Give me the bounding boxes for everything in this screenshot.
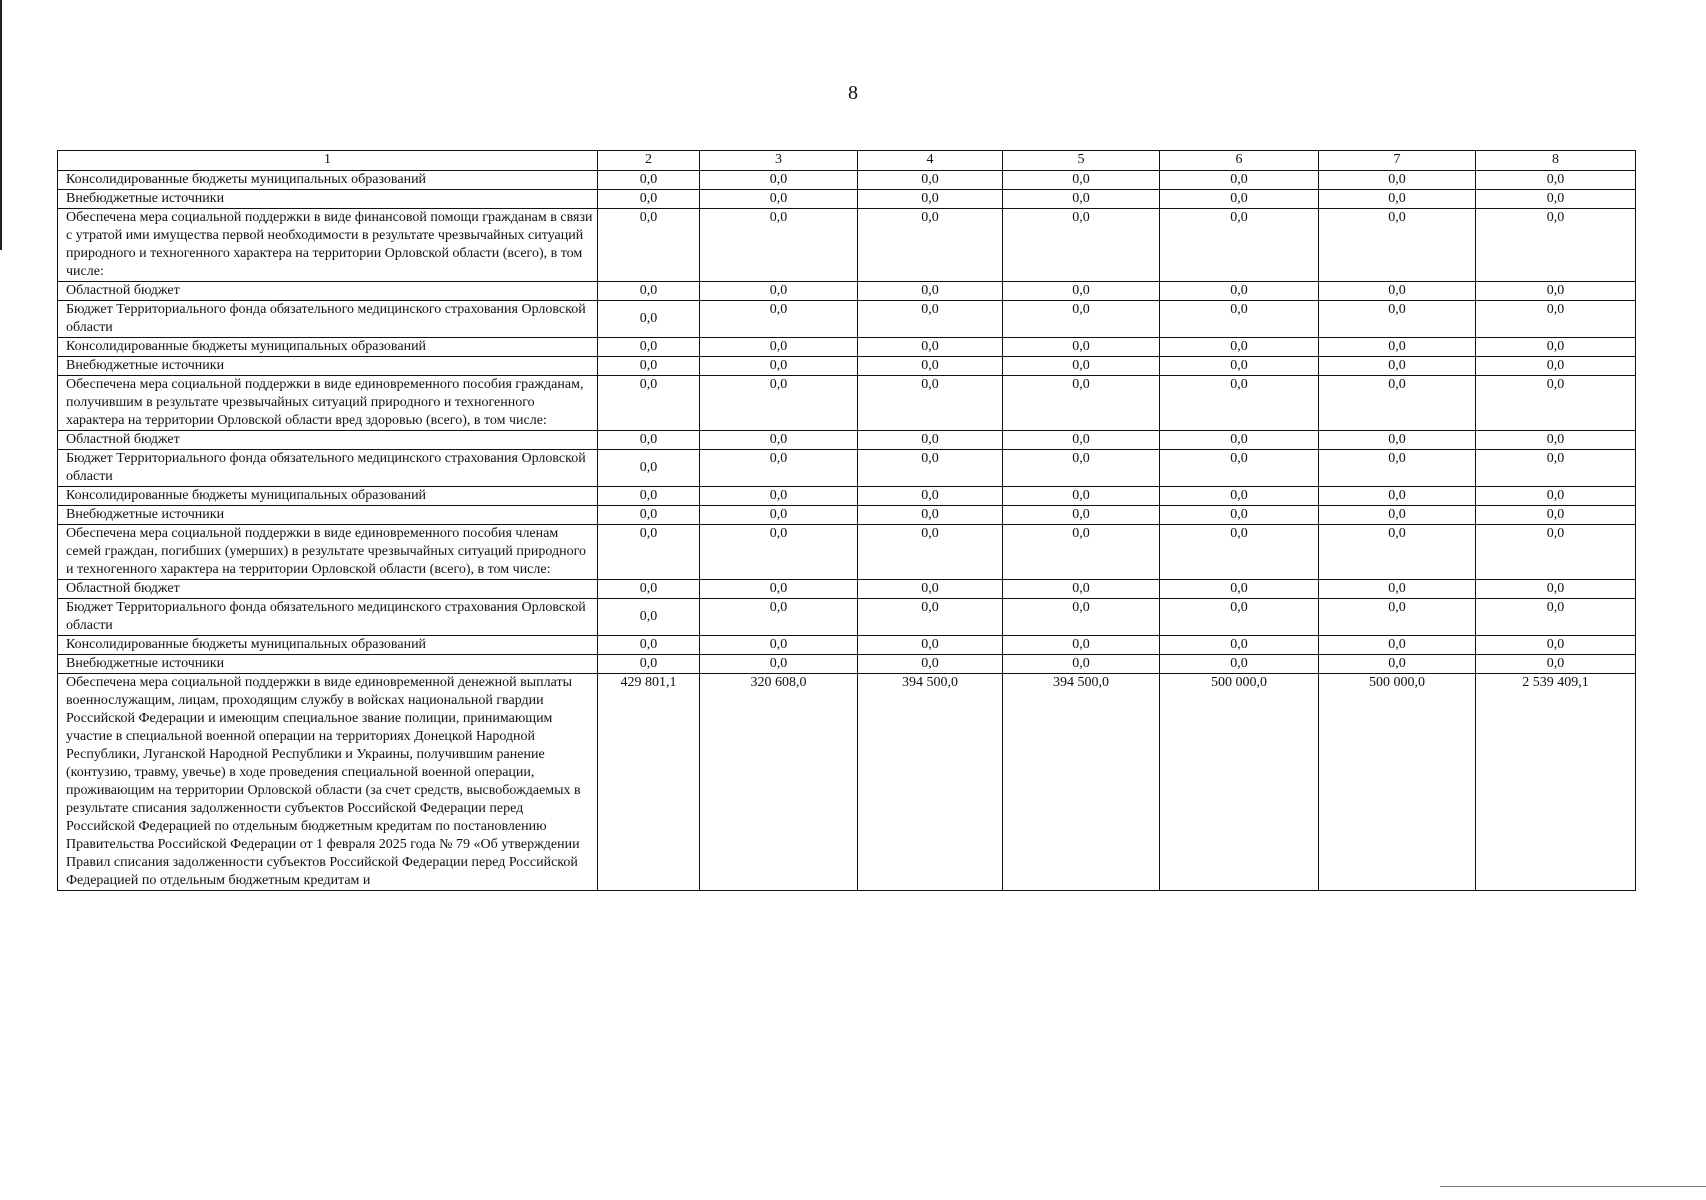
value-cell: 0,0: [858, 190, 1003, 209]
value-cell: 0,0: [858, 525, 1003, 580]
value-cell: 0,0: [1160, 190, 1319, 209]
value-cell: 0,0: [598, 376, 700, 431]
value-cell: 0,0: [1476, 599, 1636, 636]
row-label: Внебюджетные источники: [58, 655, 598, 674]
value-cell: 0,0: [1003, 301, 1160, 338]
value-cell: 0,0: [1003, 580, 1160, 599]
value-cell: 0,0: [1319, 599, 1476, 636]
row-label: Обеспечена мера социальной поддержки в виде единовременного пособия членам семей граждан, погибших (умерших) в результате чрезвычайных ситуаций природного и техногенного характера на территории Орловской области (всего), в том числе:: [58, 525, 598, 580]
value-cell: 0,0: [1319, 376, 1476, 431]
page-number: 8: [848, 82, 858, 104]
value-cell: 0,0: [858, 431, 1003, 450]
value-cell: 0,0: [1160, 487, 1319, 506]
row-label: Областной бюджет: [58, 580, 598, 599]
value-cell: 0,0: [1476, 357, 1636, 376]
value-cell: 500 000,0: [1160, 674, 1319, 891]
value-cell: 0,0: [1160, 450, 1319, 487]
table-row: [58, 190, 1636, 209]
value-cell: 0,0: [1319, 190, 1476, 209]
value-cell: 0,0: [1003, 209, 1160, 282]
value-cell: 0,0: [858, 450, 1003, 487]
value-cell: 394 500,0: [1003, 674, 1160, 891]
row-label: Консолидированные бюджеты муниципальных образований: [58, 636, 598, 655]
value-cell: 0,0: [858, 376, 1003, 431]
row-label: Обеспечена мера социальной поддержки в виде единовременного пособия гражданам, получившим в результате чрезвычайных ситуаций природного и техногенного характера на территории Орловской области вред здоровью (всего), в том числе:: [58, 376, 598, 431]
table-row: [58, 580, 1636, 599]
row-label: Обеспечена мера социальной поддержки в виде единовременной денежной выплаты военнослужащим, лицам, проходящим службу в войсках национальной гвардии Российской Федерации и имеющим специальное звание полиции, принимающим участие в специальной военной операции на территориях Донецкой Народной Республики, Луганской Народной Республики и Украины, получившим ранение (контузию, травму, увечье) в ходе проведения специальной военной операции, проживающим на территории Орловской области (за счет средств, высвобождаемых в результате списания задолженности субъектов Российской Федерации перед Российской Федерацией по отдельным бюджетным кредитам по постановлению Правительства Российской Федерации от 1 февраля 2025 года № 79 «Об утверждении Правил списания задолженности субъектов Российской Федерации перед Российской Федерацией по отдельным бюджетным кредитам и: [58, 674, 598, 891]
value-cell: 0,0: [1160, 376, 1319, 431]
value-cell: 0,0: [1476, 636, 1636, 655]
value-cell: 394 500,0: [858, 674, 1003, 891]
value-cell: 0,0: [1319, 487, 1476, 506]
value-cell: 0,0: [598, 450, 700, 487]
value-cell: 0,0: [1476, 282, 1636, 301]
value-cell: 0,0: [598, 171, 700, 190]
value-cell: 0,0: [1319, 525, 1476, 580]
table-row: [58, 674, 1636, 891]
value-cell: 0,0: [858, 655, 1003, 674]
value-cell: 0,0: [1160, 301, 1319, 338]
value-cell: 0,0: [1476, 580, 1636, 599]
scan-artifact-line: [1440, 1186, 1706, 1187]
table-row: [58, 599, 1636, 636]
value-cell: 0,0: [858, 301, 1003, 338]
value-cell: 0,0: [1003, 450, 1160, 487]
value-cell: 0,0: [858, 282, 1003, 301]
value-cell: 0,0: [1319, 301, 1476, 338]
value-cell: 0,0: [700, 357, 858, 376]
value-cell: 0,0: [1160, 282, 1319, 301]
value-cell: 0,0: [598, 636, 700, 655]
table-row: [58, 376, 1636, 431]
value-cell: 0,0: [1160, 357, 1319, 376]
value-cell: 0,0: [598, 190, 700, 209]
value-cell: 0,0: [598, 282, 700, 301]
value-cell: 0,0: [1476, 525, 1636, 580]
value-cell: 0,0: [598, 357, 700, 376]
value-cell: 0,0: [1319, 171, 1476, 190]
header-cell: 2: [598, 151, 700, 171]
value-cell: 0,0: [700, 338, 858, 357]
row-label: Внебюджетные источники: [58, 506, 598, 525]
value-cell: 0,0: [1476, 190, 1636, 209]
table-row: [58, 655, 1636, 674]
value-cell: 0,0: [1160, 506, 1319, 525]
value-cell: 0,0: [1003, 506, 1160, 525]
table-row: [58, 301, 1636, 338]
value-cell: 0,0: [858, 599, 1003, 636]
value-cell: 0,0: [598, 431, 700, 450]
value-cell: 0,0: [1319, 580, 1476, 599]
value-cell: 0,0: [700, 209, 858, 282]
row-label: Областной бюджет: [58, 431, 598, 450]
value-cell: 0,0: [598, 301, 700, 338]
value-cell: 0,0: [1476, 301, 1636, 338]
table-row: [58, 506, 1636, 525]
value-cell: 0,0: [1003, 357, 1160, 376]
table-body: [58, 151, 1636, 891]
value-cell: 0,0: [1476, 338, 1636, 357]
value-cell: 0,0: [1160, 525, 1319, 580]
row-label: Консолидированные бюджеты муниципальных образований: [58, 338, 598, 357]
value-cell: 0,0: [1476, 655, 1636, 674]
table-row: [58, 636, 1636, 655]
value-cell: 0,0: [1160, 338, 1319, 357]
value-cell: 0,0: [1003, 525, 1160, 580]
value-cell: 0,0: [1003, 431, 1160, 450]
value-cell: 0,0: [1003, 655, 1160, 674]
value-cell: 0,0: [598, 506, 700, 525]
value-cell: 0,0: [858, 580, 1003, 599]
scan-page-edge: [0, 0, 2, 250]
header-cell: 1: [58, 151, 598, 171]
table-row: [58, 487, 1636, 506]
value-cell: 0,0: [1476, 209, 1636, 282]
row-label: Обеспечена мера социальной поддержки в виде финансовой помощи гражданам в связи с утратой ими имущества первой необходимости в результате чрезвычайных ситуаций природного и техногенного характера на территории Орловской области (всего), в том числе:: [58, 209, 598, 282]
value-cell: 0,0: [858, 209, 1003, 282]
value-cell: 0,0: [700, 487, 858, 506]
header-cell: 3: [700, 151, 858, 171]
value-cell: 0,0: [700, 450, 858, 487]
value-cell: 0,0: [858, 357, 1003, 376]
table-row: [58, 338, 1636, 357]
table-row: [58, 282, 1636, 301]
value-cell: 0,0: [1003, 487, 1160, 506]
value-cell: 2 539 409,1: [1476, 674, 1636, 891]
row-label: Внебюджетные источники: [58, 357, 598, 376]
header-cell: 8: [1476, 151, 1636, 171]
value-cell: 0,0: [598, 655, 700, 674]
value-cell: 0,0: [700, 171, 858, 190]
value-cell: 0,0: [858, 506, 1003, 525]
table-row: [58, 431, 1636, 450]
value-cell: 0,0: [1319, 209, 1476, 282]
value-cell: 0,0: [1003, 282, 1160, 301]
table-row: [58, 209, 1636, 282]
value-cell: 0,0: [700, 580, 858, 599]
value-cell: 0,0: [1319, 506, 1476, 525]
value-cell: 0,0: [1319, 431, 1476, 450]
value-cell: 0,0: [700, 506, 858, 525]
table-row: [58, 525, 1636, 580]
value-cell: 0,0: [1160, 655, 1319, 674]
value-cell: 0,0: [858, 171, 1003, 190]
value-cell: 0,0: [1003, 636, 1160, 655]
row-label: Бюджет Территориального фонда обязательного медицинского страхования Орловской области: [58, 450, 598, 487]
value-cell: 0,0: [700, 525, 858, 580]
row-label: Консолидированные бюджеты муниципальных образований: [58, 171, 598, 190]
value-cell: 320 608,0: [700, 674, 858, 891]
value-cell: 429 801,1: [598, 674, 700, 891]
value-cell: 0,0: [598, 209, 700, 282]
value-cell: 0,0: [1476, 487, 1636, 506]
value-cell: 0,0: [1476, 431, 1636, 450]
value-cell: 0,0: [598, 487, 700, 506]
value-cell: 0,0: [1476, 376, 1636, 431]
value-cell: 0,0: [598, 599, 700, 636]
value-cell: 0,0: [598, 525, 700, 580]
value-cell: 0,0: [1160, 171, 1319, 190]
value-cell: 0,0: [1476, 450, 1636, 487]
row-label: Консолидированные бюджеты муниципальных образований: [58, 487, 598, 506]
value-cell: 0,0: [1160, 580, 1319, 599]
value-cell: 0,0: [700, 190, 858, 209]
value-cell: 0,0: [1319, 282, 1476, 301]
table-row: [58, 450, 1636, 487]
value-cell: 0,0: [1319, 338, 1476, 357]
row-label: Внебюджетные источники: [58, 190, 598, 209]
value-cell: 0,0: [858, 487, 1003, 506]
table-row: [58, 171, 1636, 190]
header-cell: 7: [1319, 151, 1476, 171]
value-cell: 0,0: [1003, 338, 1160, 357]
header-cell: 6: [1160, 151, 1319, 171]
value-cell: 0,0: [1476, 171, 1636, 190]
value-cell: 0,0: [1319, 636, 1476, 655]
value-cell: 0,0: [700, 655, 858, 674]
header-cell: 4: [858, 151, 1003, 171]
value-cell: 0,0: [858, 338, 1003, 357]
budget-table: [57, 150, 1636, 891]
value-cell: 0,0: [700, 301, 858, 338]
value-cell: 0,0: [1160, 636, 1319, 655]
value-cell: 0,0: [1003, 376, 1160, 431]
value-cell: 0,0: [700, 636, 858, 655]
header-cell: 5: [1003, 151, 1160, 171]
value-cell: 0,0: [1003, 599, 1160, 636]
value-cell: 0,0: [700, 431, 858, 450]
value-cell: 0,0: [858, 636, 1003, 655]
value-cell: 0,0: [700, 282, 858, 301]
value-cell: 0,0: [1003, 190, 1160, 209]
value-cell: 0,0: [1476, 506, 1636, 525]
value-cell: 500 000,0: [1319, 674, 1476, 891]
value-cell: 0,0: [1160, 209, 1319, 282]
value-cell: 0,0: [1003, 171, 1160, 190]
header-row: [58, 151, 1636, 171]
value-cell: 0,0: [1319, 655, 1476, 674]
row-label: Областной бюджет: [58, 282, 598, 301]
value-cell: 0,0: [1160, 599, 1319, 636]
value-cell: 0,0: [1319, 450, 1476, 487]
value-cell: 0,0: [700, 599, 858, 636]
row-label: Бюджет Территориального фонда обязательного медицинского страхования Орловской области: [58, 599, 598, 636]
value-cell: 0,0: [598, 580, 700, 599]
row-label: Бюджет Территориального фонда обязательного медицинского страхования Орловской области: [58, 301, 598, 338]
value-cell: 0,0: [1319, 357, 1476, 376]
value-cell: 0,0: [598, 338, 700, 357]
value-cell: 0,0: [1160, 431, 1319, 450]
table-row: [58, 357, 1636, 376]
value-cell: 0,0: [700, 376, 858, 431]
